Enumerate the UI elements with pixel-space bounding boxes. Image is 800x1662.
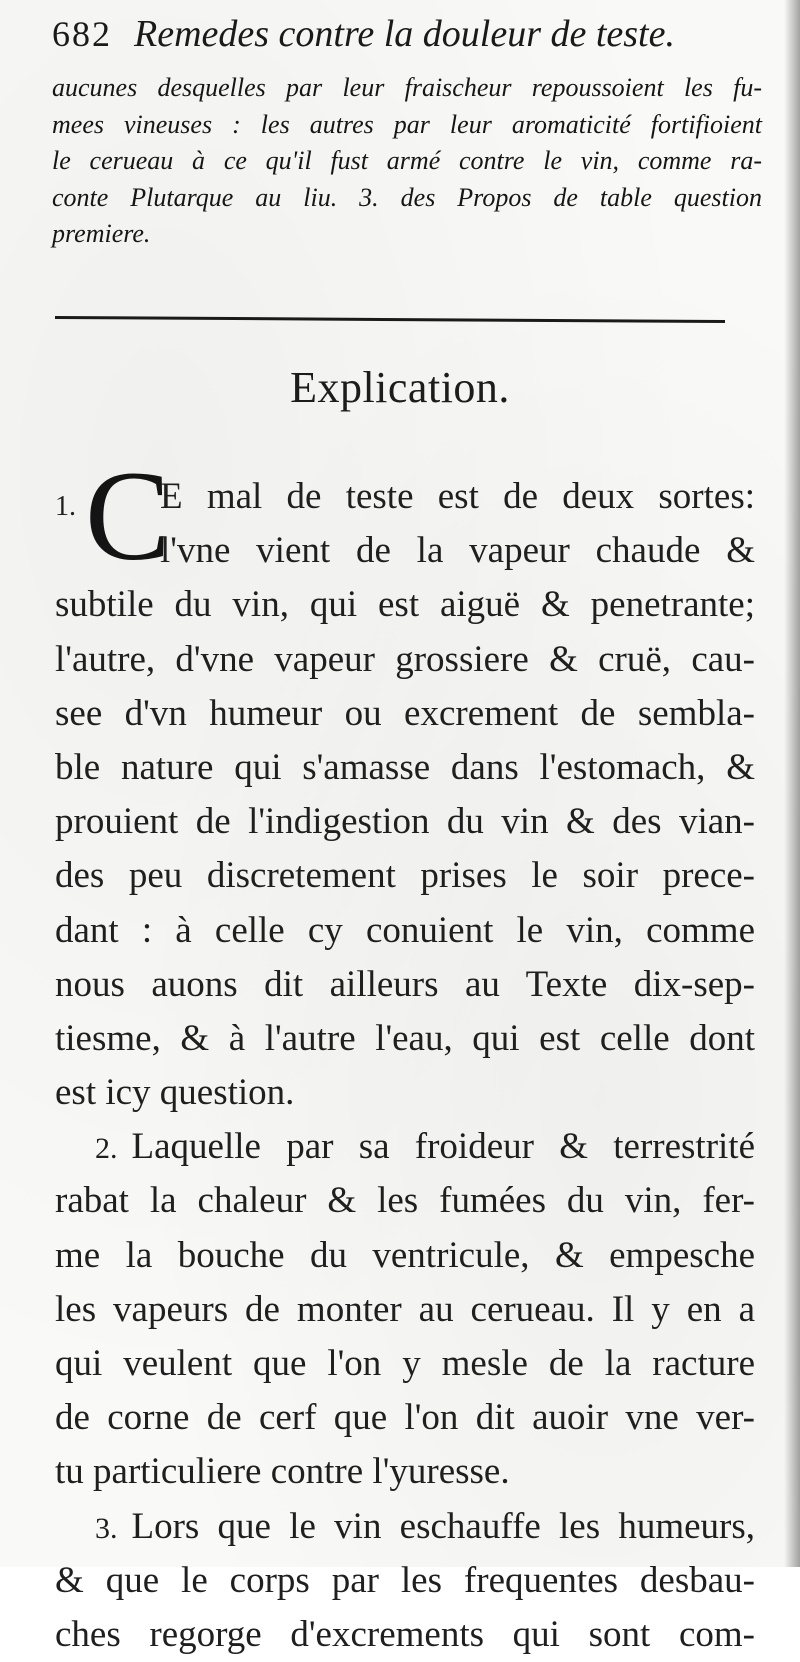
text-line: ble nature qui s'amasse dans l'estomach, & [55,746,755,788]
drop-cap: C [85,445,171,587]
text-line: dant : à celle cy conuient le vin, comme [55,909,755,951]
text-line: nous auons dit ailleurs au Texte dix-sep- [55,963,755,1005]
text-line: prouient de l'indigestion du vin & des vian- [55,801,755,843]
text-line: see d'vn humeur ou excrement de sembla- [55,692,755,734]
explication-text [55,445,755,1662]
italic-line: aucunes desquelles par leur fraischeur repoussoient les fu- [52,73,762,102]
paragraph-2-opening [55,1120,755,1174]
italic-line: premiere. [52,219,151,248]
text-line: l'autre, d'vne vapeur grossiere & cruë, cau- [55,638,755,680]
text-line: me la bouche du ventricule, & empesche [55,1234,755,1276]
italic-passage [52,70,762,253]
italic-line: conte Plutarque au liu. 3. des Propos de table question [52,182,762,212]
text-line: rabat la chaleur & les fumées du vin, fer- [55,1180,755,1222]
text-line: des peu discretement prises le soir prece- [55,855,755,897]
text-line: est icy question. [55,1072,295,1114]
paragraph-number: 2. [95,1132,118,1166]
paragraph-number: 3. [95,1511,118,1545]
text-line: E mal de teste est de deux sortes: [160,476,755,517]
text-line: tiesme, & à l'autre l'eau, qui est celle dont [55,1017,755,1059]
text-line: subtile du vin, qui est aiguë & penetrante; [55,584,755,626]
italic-line: mees vineuses : les autres par leur aromaticité fortifioient [52,109,762,139]
horizontal-rule [55,316,725,323]
italic-line: le cerueau à ce qu'il fust armé contre le vin, comme ra- [52,146,762,175]
page-edge-shadow [784,0,800,1567]
section-title: Explication. [290,363,510,412]
text-line: les vapeurs de monter au cerueau. Il y en a [55,1288,755,1330]
text-line: l'vne vient de la vapeur chaude & [160,530,755,572]
text-line: ches regorge d'excrements qui sont com- [55,1613,755,1655]
running-title: Remedes contre la douleur de teste. [134,13,675,55]
text-line: & que le corps par les frequentes desbau- [55,1559,755,1601]
page-header [52,12,757,56]
text-line: qui veulent que l'on y mesle de la racture [55,1343,755,1385]
text-line: Laquelle par sa froideur & terrestrité [131,1126,755,1168]
text-line: de corne de cerf que l'on dit auoir vne ver- [55,1397,755,1439]
paragraph-number: 1. [55,491,76,522]
page-number: 682 [52,14,112,54]
text-line: Lors que le vin eschauffe les humeurs, [131,1505,755,1547]
paragraph-1-opening [55,445,755,587]
text-line: tu particuliere contre l'yuresse. [55,1451,510,1493]
paragraph-3-opening [55,1500,755,1554]
